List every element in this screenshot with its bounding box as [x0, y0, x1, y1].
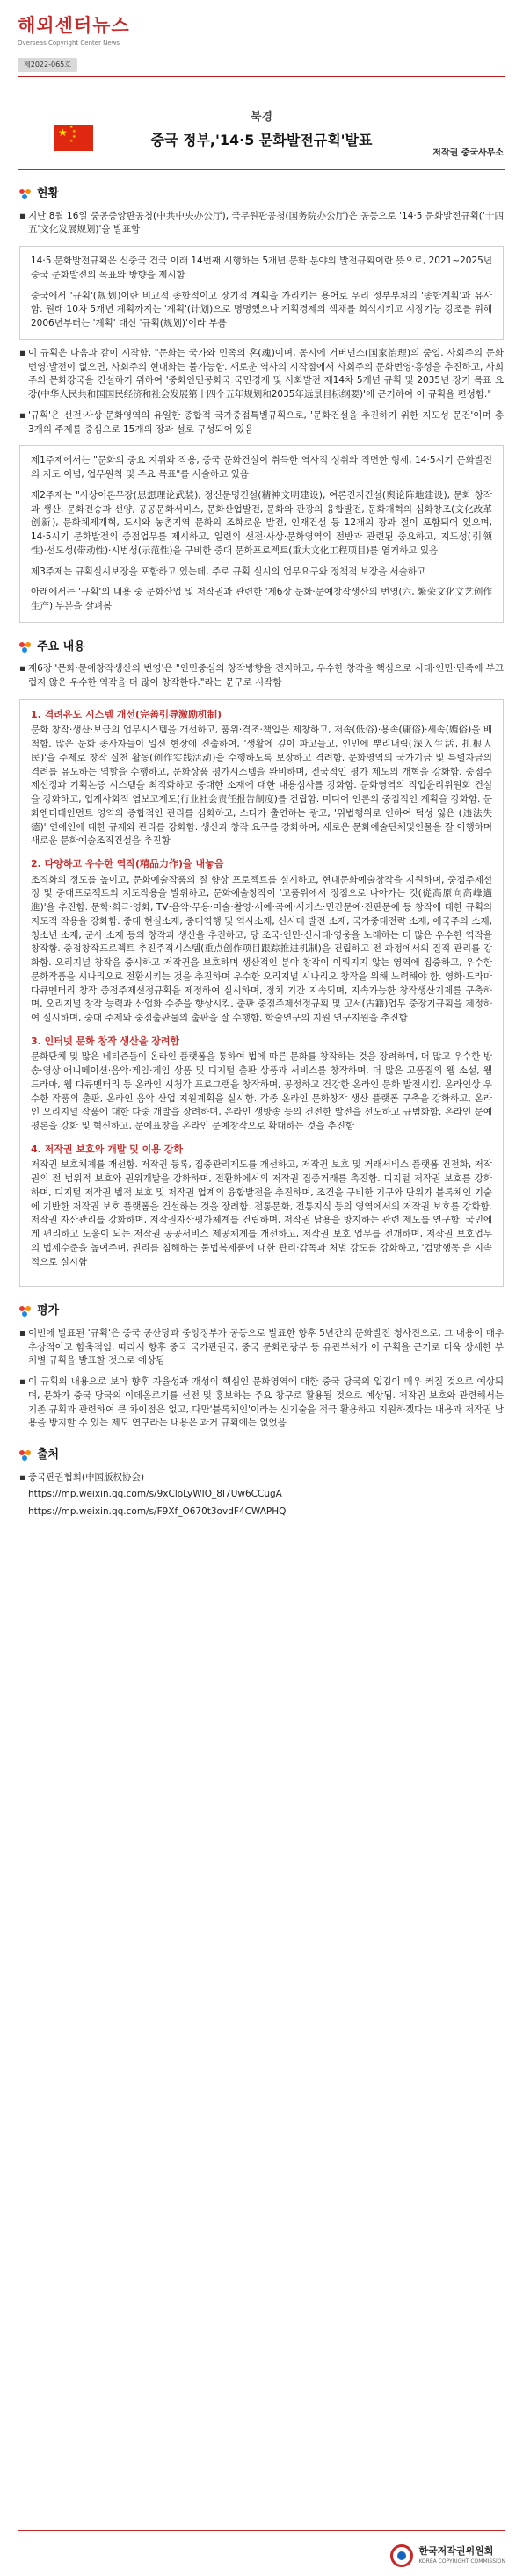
- source-name: 중국판권협회(中国版权协会): [28, 1471, 145, 1483]
- bullet-text: 이 규획의 내용으로 보아 향후 자율성과 개성이 핵심인 문화영역에 대한 중국 당국의 입김이 매우 커질 것으로 예상되며, 문화가 중국 당국의 이데올로기를 선전 및 홍보하는 주요 창구로 활용될 것으로 예상됨. 저작권 보호와 관련해서는 기존 규획과 관련하여 큰 차이점은 없고, 다만'블록체인'이라는 신기술을 적극 활용하고 지원하겠다는 내용과 저작권 남용을 방지할 수 있는 제도 연구라는 내용은 과거 규획에는 없었음: [28, 1376, 504, 1429]
- subsection-text: 문화 창작·생산·보급의 업무시스템을 개선하고, 품위·격조·책임을 제창하고, 저속(低俗)·용속(庸俗)·세속(媚俗)을 배척함. 많은 문화 종사자들이 일선 현장에 진출하여, '생활에 깊이 파고들고, 인민에 뿌리내림(深入生活, 扎根人民)'을 주제로 창작 실천 활동(创作实践活动)을 수행하도록 보장하고 격려함. 문화영역의 국가기금 및 특별자금의 격려를 유도하는 역할을 수행하고, 문화상품 평가시스템을 완비하며, 전국적인 평가 제도의 개혁을 강화함. 중점주제선정과 기획논증 시스템을 최적화하고 중대한 소재에 대한 내용심사를 강화함. 문화영역의 직업윤리위원회 건설을 강화하고, 업계사회적 염보고제도(行业社会责任报告制度)를 건립함. 미디어 언론의 중점적인 계획을 강화함. 문화엔터테인먼트 영역의 종합적인 관리를 심화하고, 스타가 출연하는 광고, '위법행위로 인하여 덕성 잃은 (违法失德)' 연예인에 대한 규제와 관리를 강화함. 생산과 창작 요구를 강화하며, 새로운 문화예술단체및인물을 잘 이행하며 새로운 문화예술조직건설을 추진함: [31, 725, 492, 847]
- bullet-marker: ▪: [19, 663, 26, 675]
- subsection-text: 문화단체 및 많은 네티즌들이 온라인 플랫폼을 통하여 법에 따른 문화를 창작하는 것을 장려하며, 더 많고 우수한 방송·영상·애니메이션·음악·게임·게임 상품 및 디지털 출판 상품과 서비스를 창작하며, 더 많은 고품질의 웹 소설, 웹 드라마, 웹 다큐멘터리 등 온라인 시청각 프로그램을 창작하며, 공정하고 건강한 온라인 문화 발전시킴. 온라인상 우수한 작품의 출판, 온라인 음악 산업 지원계획을 실시함. 각종 온라인 문화창작 생산 플랫폼 구축을 강화하고, 온라인 오리지널 작품에 대한 다중 개발을 장려하며, 온라인 생방송 등의 건전한 발전을 선도하고 규범화함. 온라인 문예평론을 강화 및 혁신하고, 문예표창을 온라인 문예창작으로 확대하는 것을 추진함: [31, 1051, 492, 1131]
- subsection: [31, 708, 492, 848]
- bullet-item: [19, 210, 504, 238]
- bullet-item: [19, 1471, 504, 1485]
- bullet-marker: ▪: [19, 347, 26, 358]
- section-bullet-icon: [19, 189, 32, 199]
- box-paragraph: 제1주제에서는 "문화의 중요 지위와 작용, 중국 문화건설이 취득한 역사적 성취와 직면한 형세, 14·5시기 문화발전의 지도 이념, 업무원칙 및 주요 목표"를 서술하고 있음: [31, 455, 492, 480]
- bullet-text: 제6장 '문화·문예창작생산의 번영'은 "인민중심의 창작방향을 견지하고, 우수한 창작을 핵심으로 시대·인민·민족에 부끄럽지 않은 우수한 역작을 더 많이 창작한다."라는 문구로 시작함: [28, 663, 504, 688]
- bullet-text: 지난 8월 16일 중공중앙판공청(中共中央办公厅), 국무원판공청(国务院办公厅)은 공동으로 '14·5 문화발전규획('十四五'文化发展规划)'을 발표함: [28, 210, 504, 235]
- source-link[interactable]: https://mp.weixin.qq.com/s/F9Xf_O670t3ovdF4CWAPHQ: [28, 1506, 287, 1517]
- bullet-item: [19, 347, 504, 402]
- bullet-marker: ▪: [19, 1471, 26, 1483]
- box-paragraph: 아래에서는 '규획'의 내용 중 문화산업 및 저작권과 관련한 '제6장 문화·문예창작생산의 번영(六, 繁荣文化文艺创作生产)'부분을 살펴봄: [31, 587, 492, 611]
- headline-divider: [18, 169, 505, 170]
- bullet-marker: ▪: [19, 409, 26, 421]
- bullet-text: 이 규획은 다음과 같이 시작함. "문화는 국가와 민족의 혼(魂)이며, 동시에 거버넌스(国家治理)의 중임. 사회주의 문화번영·발전이 없으면, 사회주의 현대화는 불가능함. 새로운 역사의 시작점에서 사회주의 문화번영·흥성을 추진하고, 사회주의 문화강국을 건설하기 위하여 '중화인민공화국 국민경제 및 사회발전 제14차 5개년 규획 및 2035년 장기 목표 요강(中华人民共和国国民经济和社会发展第十四个五年规划和2035年远景目标纲要)'에 근거하여 이 규획을 편성함.": [28, 347, 504, 400]
- masthead: [0, 0, 523, 98]
- subsection: [31, 1035, 492, 1134]
- category-label: 북경: [250, 111, 273, 124]
- footer-divider: [18, 2530, 505, 2531]
- section-status: [0, 185, 523, 623]
- footer: [0, 2530, 523, 2576]
- headline-block: [0, 98, 523, 163]
- info-box: [19, 445, 504, 623]
- footer-logo: [390, 2544, 505, 2567]
- footer-org-name: 한국저작권위원회: [418, 2545, 494, 2558]
- section-bullet-icon: [19, 1306, 32, 1317]
- china-flag-icon: ★ ★ ★ ★ ★: [54, 125, 93, 151]
- bullet-marker: ▪: [19, 1376, 26, 1387]
- article-author: 저작권 중국사무소: [432, 148, 504, 158]
- info-box: [19, 246, 504, 340]
- newsletter-logo-title: 해외센터뉴스: [18, 15, 130, 36]
- bullet-item: [19, 1327, 504, 1368]
- section-title: 현황: [37, 187, 60, 200]
- section-main-content: [0, 639, 523, 1288]
- subsection-text: 저작권 보호체계를 개선함. 저작권 등록, 집중관리제도를 개선하고, 저작권 보호 및 거래서비스 플랫폼 건전화, 저작권의 전 범위적 보호와 권위개발을 강화하며, 전환화에서의 저작권 집중거래를 촉진함. 디지털 저작권 보호를 강화하며, 디지털 저작권 법적 보호 및 저작권 업계의 융합발전을 추진하며, 조건을 구비한 기구와 단위가 블록체인 기술에 기반한 저작권 보호 플랫폼을 건설하는 것을 장려함. 전통문화, 전통지식 등의 영역에서의 저작권 보호를 강화함. 저작권 자산관리를 강화하며, 저작권자산평가체계를 건립하며, 저작권 남용을 방지하는 관련 제도를 연구함. 국민에게 편리하고 도움이 되는 저작권 공공서비스 제공체계를 개선하고, 저작권 보호 업무를 전개하며, 저작권 보호업무의 법제수준을 높여주며, 권리를 침해하는 불법복제품에 대한 관리·감독과 처벌 강도를 강화하고, '검망행동'을 지속적으로 실시함: [31, 1159, 492, 1267]
- header-divider: [18, 76, 505, 77]
- section-title: 평가: [37, 1304, 60, 1318]
- info-box: [19, 699, 504, 1288]
- bullet-text: 이번에 발표된 '규획'은 중국 공산당과 중앙정부가 공동으로 발표한 향후 5년간의 문화발전 청사진으로, 그 내용이 매우 추상적이고 함축적임. 따라서 향후 중국 국가판권국, 중국 문화관광부 등 유관부처가 이 규획을 근거로 더욱 상세한 부처별 규획을 발표할 것으로 예상됨: [28, 1327, 504, 1367]
- section-heading: [19, 1302, 504, 1320]
- bullet-item: [19, 662, 504, 690]
- box-paragraph: 14·5 문화발전규획은 신중국 건국 이래 14번째 시행하는 5개년 문화 분야의 발전규획이란 뜻으로, 2021~2025년 중국 문화발전의 목표와 방향을 제시함: [31, 256, 492, 280]
- subsection: [31, 857, 492, 1026]
- source-link[interactable]: https://mp.weixin.qq.com/s/9xCloLyWIO_8I7Uw6CCugA: [28, 1489, 282, 1500]
- copyright-commission-emblem-icon: [390, 2544, 413, 2567]
- section-title: 출처: [37, 1448, 60, 1461]
- box-paragraph: 중국에서 '규획'(规划)이란 비교적 종합적이고 장기적 계획을 가리키는 용어로 우리 정부부처의 '종합계획'과 유사함. 원래 10차 5개년 계획까지는 '계획'(计划)으로 명명했으나 계획경제의 색채를 희석시키고 시장기능 강조를 위해 2006년부터는 '계획' 대신 '규획(规划)'이라 부름: [31, 290, 492, 328]
- subsection-title: 1. 격려유도 시스템 개선(完善引导激励机制): [31, 708, 222, 720]
- section-heading: [19, 639, 504, 656]
- issue-number-badge: 제2022-065호: [18, 58, 77, 72]
- article-title: 중국 정부,'14·5 문화발전규획'발표: [150, 131, 373, 148]
- footer-org-english: KOREA COPYRIGHT COMMISSION: [418, 2558, 505, 2565]
- section-bullet-icon: [19, 642, 32, 653]
- subsection: [31, 1143, 492, 1270]
- subsection-text: 조직화의 정도를 높이고, 문화예술작품의 질 향상 프로젝트를 실시하고, 현대문화예술창작을 지원하며, 중점주제선정 및 중대프로젝트의 지도작용을 발휘하고, 문화예술창작이 '고품위에서 정점으로 나아가는 것(從高原向高峰邁進)'을 추진함. 문학·희극·영화, TV·음악·무용·미술·촬영·서예·곡예·서커스·민간문예·진판문예 등 창작에 대한 규획의 지도적 작용을 강화함. 중대 현실소재, 중대역행 및 역사소재, 신시대 발전 소재, 국가중대전략 소재, 애국주의 소재, 청소년 소재, 군사 소재 등의 창작과 생산을 추진하고, 당 조국·인민·신시대·영웅을 노래하는 더 많은 우수한 역작을 창작함. 중점창작프로젝트 추진주적시스템(重点创作项目跟踪推进机制)을 건립하고 전 과정에서의 질적 관리를 강화함. 오리지널 창작을 중시하고 저작권을 보호하며 생산적인 분야 창작이 이뤄지지 않는 영역에 집중하고, 우수한 문화작품을 시나리오로 전환시키는 것을 추진하며 우수한 오리지널 시나리오 창작을 위해 노력해야 함. 영화·드라마 다큐멘터리 창작 중점주제선정규획을 제정하여 실시하며, 정치 기간 지속되며, 지속가능한 창작생산기제를 구축하며, 오리지널 창작 능력과 산업화 수준을 향상시킴. 출판 중점주제선정규획 및 고서(古籍)업무 중장기규획을 제정하여 실시하며, 중대 주제와 중점출판물의 출판을 잘 수행함. 학술연구의 지원 연구지원을 추진함: [31, 874, 492, 1023]
- bullet-item: [19, 1375, 504, 1431]
- subsection-title: 2. 다양하고 우수한 역작(精品力作)을 내놓음: [31, 858, 224, 869]
- subsection-title: 3. 인터넷 문화 창작 생산을 장려함: [31, 1035, 180, 1047]
- section-title: 주요 내용: [37, 639, 85, 653]
- subsection-title: 4. 저작권 보호와 개발 및 이용 강화: [31, 1143, 183, 1155]
- section-source: [0, 1447, 523, 1519]
- section-bullet-icon: [19, 1450, 32, 1461]
- section-heading: [19, 185, 504, 203]
- bullet-marker: ▪: [19, 1327, 26, 1339]
- bullet-marker: ▪: [19, 210, 26, 221]
- bullet-text: '규획'은 선전·사상·문화영역의 유일한 종합적 국가중점특별규획으로, '문화건설을 추진하기 위한 지도성 문건'이며 총 3개의 주제를 중심으로 15개의 장과 설로 구성되어 있음: [28, 409, 504, 435]
- bullet-item: [19, 409, 504, 437]
- box-paragraph: 제2주제는 "사상이론무장(思想理论武装), 정신문명건설(精神文明建设), 여론진지건설(舆论阵地建设), 문화 창작과 생산, 문화전승과 선양, 공공문화서비스, 문화산업발전, 문화와 관광의 융합발전, 문화개혁의 심화창조(文化改革创新), 문화체제개혁, 도시와 농촌지역 문화의 조화로운 발전, 인재건설 등 12개의 장과 절이 포함되어 있으며, 14·5시기 문화발전의 중점업무를 제시하고, 일련의 선전·사상·문화영역의 전반과 관련된 중요하고, 지도성(引领性)·선도성(带动性)·시범성(示范性)을 구비한 중대 문화프로젝트(重大文化工程项目)를 열거하고 있음: [31, 489, 492, 556]
- section-heading: [19, 1447, 504, 1464]
- section-evaluation: [0, 1302, 523, 1431]
- newsletter-logo-subtitle: Overseas Copyright Center News: [18, 39, 120, 47]
- box-paragraph: 제3주제는 규획실시보장을 포함하고 있는데, 주로 규획 실시의 업무요구와 정책적 보장을 서술하고: [31, 566, 426, 577]
